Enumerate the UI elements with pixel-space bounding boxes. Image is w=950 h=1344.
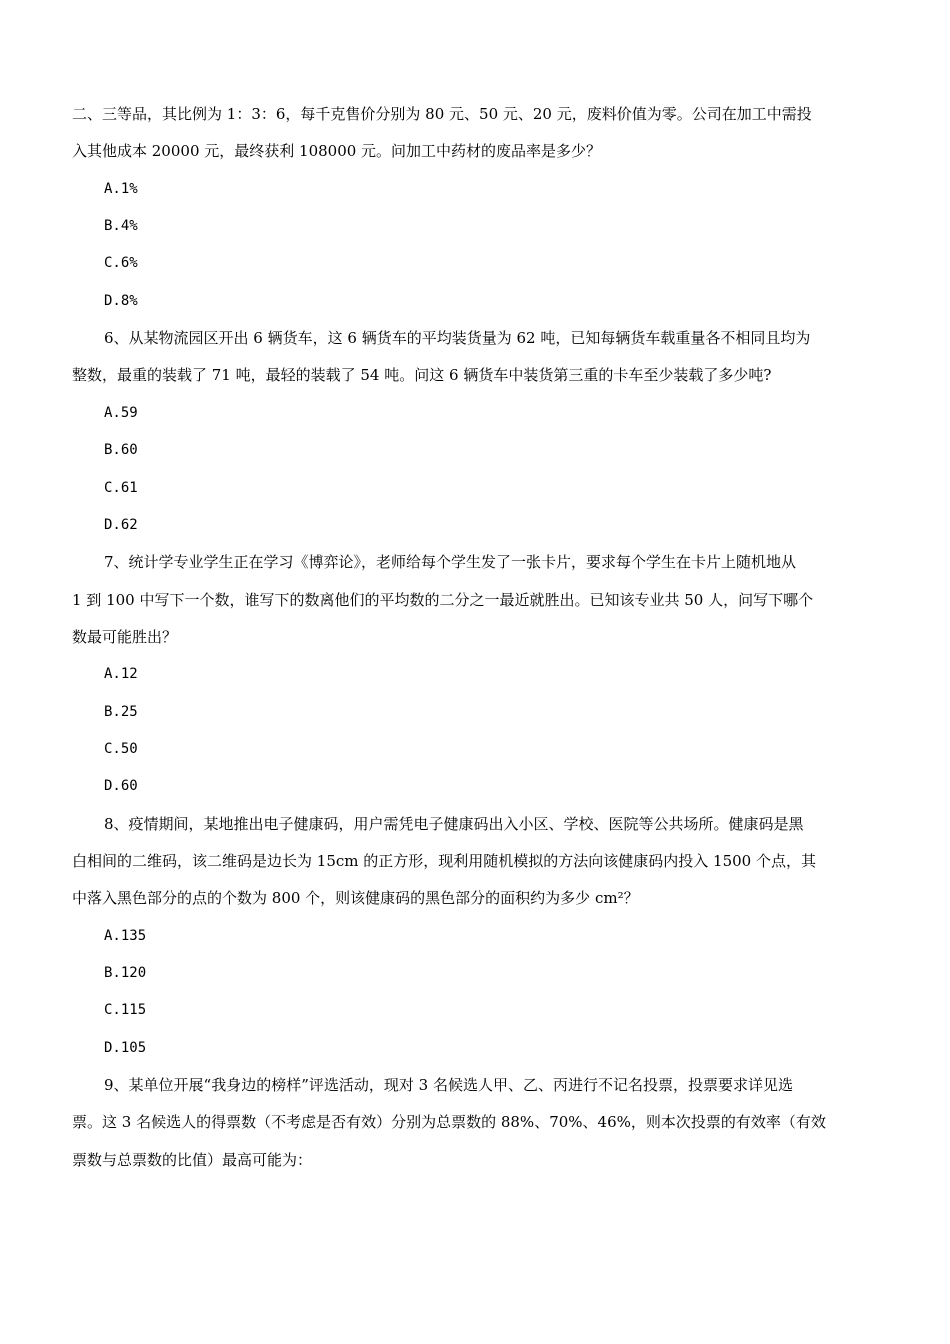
q8-text-line-3: 中落入黑色部分的点的个数为 800 个，则该健康码的黑色部分的面积约为多少 cm²？ — [72, 889, 639, 907]
q8-text-line-1: 8、疫情期间，某地推出电子健康码，用户需凭电子健康码出入小区、学校、医院等公共场所。健康码是黑 — [104, 815, 804, 833]
q8-option-b: B.120 — [104, 965, 147, 981]
q5-option-a: A.1% — [104, 181, 138, 197]
q6-option-a: A.59 — [104, 405, 138, 421]
q8-option-d: D.105 — [104, 1040, 147, 1056]
q9-text-line-3: 票数与总票数的比值）最高可能为： — [72, 1151, 313, 1169]
q8-option-c: C.115 — [104, 1002, 147, 1018]
q6-text-line-2: 整数，最重的装载了 71 吨，最轻的装载了 54 吨。问这 6 辆货车中装货第三重的卡车至少装载了多少吨? — [72, 366, 772, 384]
q5-text-line-2: 入其他成本 20000 元，最终获利 108000 元。问加工中药材的废品率是多少？ — [72, 142, 602, 160]
q7-option-a: A.12 — [104, 666, 138, 682]
q7-text-line-2: 1 到 100 中写下一个数，谁写下的数离他们的平均数的二分之一最近就胜出。已知该专业共 50 人，问写下哪个 — [72, 591, 814, 609]
q5-option-d: D.8% — [104, 293, 138, 309]
q7-text-line-1: 7、统计学专业学生正在学习《博弈论》，老师给每个学生发了一张卡片，要求每个学生在卡片上随机地从 — [104, 553, 797, 571]
q5-option-b: B.4% — [104, 218, 138, 234]
q7-text-line-3: 数最可能胜出？ — [72, 628, 178, 646]
q6-text-line-1: 6、从某物流园区开出 6 辆货车，这 6 辆货车的平均装货量为 62 吨，已知每辆货车载重量各不相同且均为 — [104, 329, 811, 347]
q9-text-line-1: 9、某单位开展“我身边的榜样”评选活动，现对 3 名候选人甲、乙、丙进行不记名投票，投票要求详见选 — [104, 1076, 793, 1094]
q6-option-d: D.62 — [104, 517, 138, 533]
q7-option-b: B.25 — [104, 704, 138, 720]
q6-option-b: B.60 — [104, 442, 138, 458]
q8-option-a: A.135 — [104, 928, 147, 944]
q7-option-d: D.60 — [104, 778, 138, 794]
q5-text-line-1: 二、三等品，其比例为 1：3：6，每千克售价分别为 80 元、50 元、20 元，废料价值为零。公司在加工中需投 — [72, 105, 812, 123]
q6-option-c: C.61 — [104, 480, 138, 496]
q9-text-line-2: 票。这 3 名候选人的得票数（不考虑是否有效）分别为总票数的 88%、70%、46%，则本次投票的有效率（有效 — [72, 1113, 826, 1131]
q8-text-line-2: 白相间的二维码，该二维码是边长为 15cm 的正方形，现利用随机模拟的方法向该健康码内投入 1500 个点，其 — [72, 852, 816, 870]
q5-option-c: C.6% — [104, 255, 138, 271]
q7-option-c: C.50 — [104, 741, 138, 757]
